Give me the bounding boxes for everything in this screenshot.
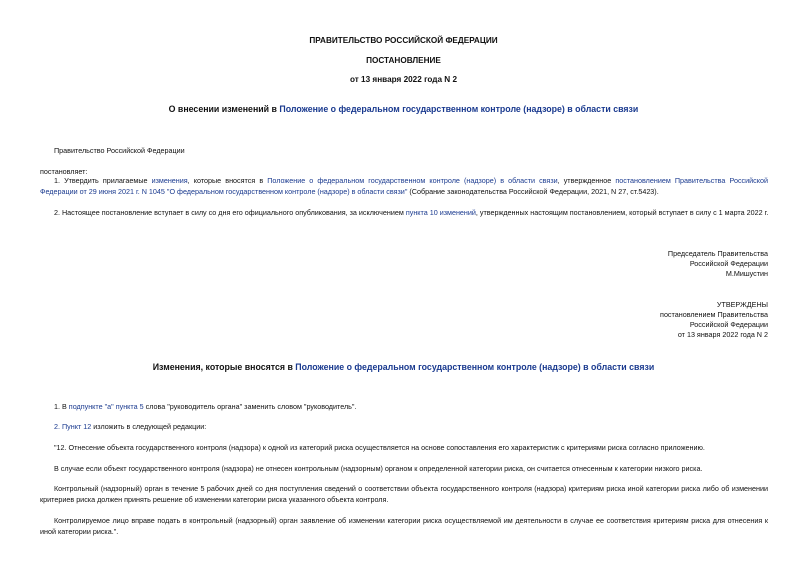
p1-text-c: , утвержденное (557, 176, 616, 185)
paragraph-1 (40, 176, 768, 197)
changes-title-prefix: Изменения, которые вносятся в (152, 362, 296, 372)
p1-text-b: , которые вносятся в (187, 176, 268, 185)
p1-text-a: 1. Утвердить прилагаемые (54, 176, 152, 185)
c2-text-b: изложить в следующей редакции: (91, 422, 207, 431)
change-1 (54, 402, 356, 412)
p1-regulation-link[interactable]: Положение о федеральном государственном контроле (надзоре) в области связи (267, 176, 558, 185)
p2-text-b: , утвержденных настоящим постановлением, который вступает в силу с 1 марта 2022 г. (475, 208, 769, 217)
p1-changes-link[interactable]: изменения (151, 176, 188, 185)
changes-title (0, 362, 807, 372)
quote-paragraph-2: В случае если объект государственного контроля (надзора) не отнесен контрольным (надзорным) органом к определенной категории риска, он считается отнесенным к категории низкого риска. (54, 464, 703, 473)
c1-subitem-a-link[interactable]: подпункте "а" (68, 402, 114, 411)
signature-country: Российской Федерации (689, 259, 768, 268)
c1-text-c: слова "руководитель органа" заменить словом "руководитель". (143, 402, 357, 411)
p1-resolution-link[interactable]: постановлением Правительства Российской Федерации от 29 июня 2021 г. N 1045 "О федеральном государственном контроле (надзоре) в области связи" (40, 176, 768, 196)
c2-item12-link[interactable]: 2. Пункт 12 (54, 422, 92, 431)
c1-item5-link[interactable]: пункта 5 (115, 402, 144, 411)
document-date: от 13 января 2022 года N 2 (349, 75, 458, 84)
signature-position: Председатель Правительства (667, 249, 768, 258)
approved-country: Российской Федерации (689, 320, 768, 329)
p1-text-d: (Собрание законодательства Российской Федерации, 2021, N 27, ст.5423). (407, 186, 659, 196)
quote-paragraph-4: Контролируемое лицо вправе подать в контрольный (надзорный) орган заявление об изменении категории риска осуществляемой им деятельности в случае ее соответствия критериям риска для отнесения к иной категории риска.". (40, 516, 768, 536)
paragraph-2 (54, 208, 768, 218)
changes-title-regulation-link[interactable]: Положение о федеральном государственном контроле (надзоре) в области связи (295, 362, 655, 372)
signature-name: М.Мишустин (725, 269, 768, 278)
approved-date: от 13 января 2022 года N 2 (677, 330, 768, 339)
preamble-government: Правительство Российской Федерации (54, 146, 185, 155)
document-title (0, 104, 807, 114)
government-heading: ПРАВИТЕЛЬСТВО РОССИЙСКОЙ ФЕДЕРАЦИИ (309, 36, 498, 45)
quote-paragraph-3: Контрольный (надзорный) орган в течение 5 рабочих дней со дня поступления сведений о соответствии объекта государственного контроля (надзора) критериям риска иной категории риска либо об изменении критериев риска должен принять решение об изменении категории риска указанного объекта контроля. (40, 484, 768, 504)
approved-label: УТВЕРЖДЕНЫ (716, 300, 768, 309)
document-type: ПОСТАНОВЛЕНИЕ (366, 56, 441, 65)
quote-paragraph-1: "12. Отнесение объекта государственного контроля (надзора) к одной из категорий риска осуществляется на основе сопоставления его характеристик с критериями риска согласно приложению. (54, 443, 705, 452)
c1-text-a: 1. В (54, 402, 69, 411)
p2-text-a: 2. Настоящее постановление вступает в силу со дня его официального опубликования, за исключением (54, 208, 406, 217)
title-prefix: О внесении изменений в (168, 104, 280, 114)
change-2 (54, 422, 206, 432)
title-regulation-link[interactable]: Положение о федеральном государственном контроле (надзоре) в области связи (279, 104, 639, 114)
approved-by: постановлением Правительства (660, 310, 768, 319)
preamble-decides: постановляет: (40, 167, 88, 176)
p2-item10-link[interactable]: пункта 10 изменений (405, 208, 476, 217)
